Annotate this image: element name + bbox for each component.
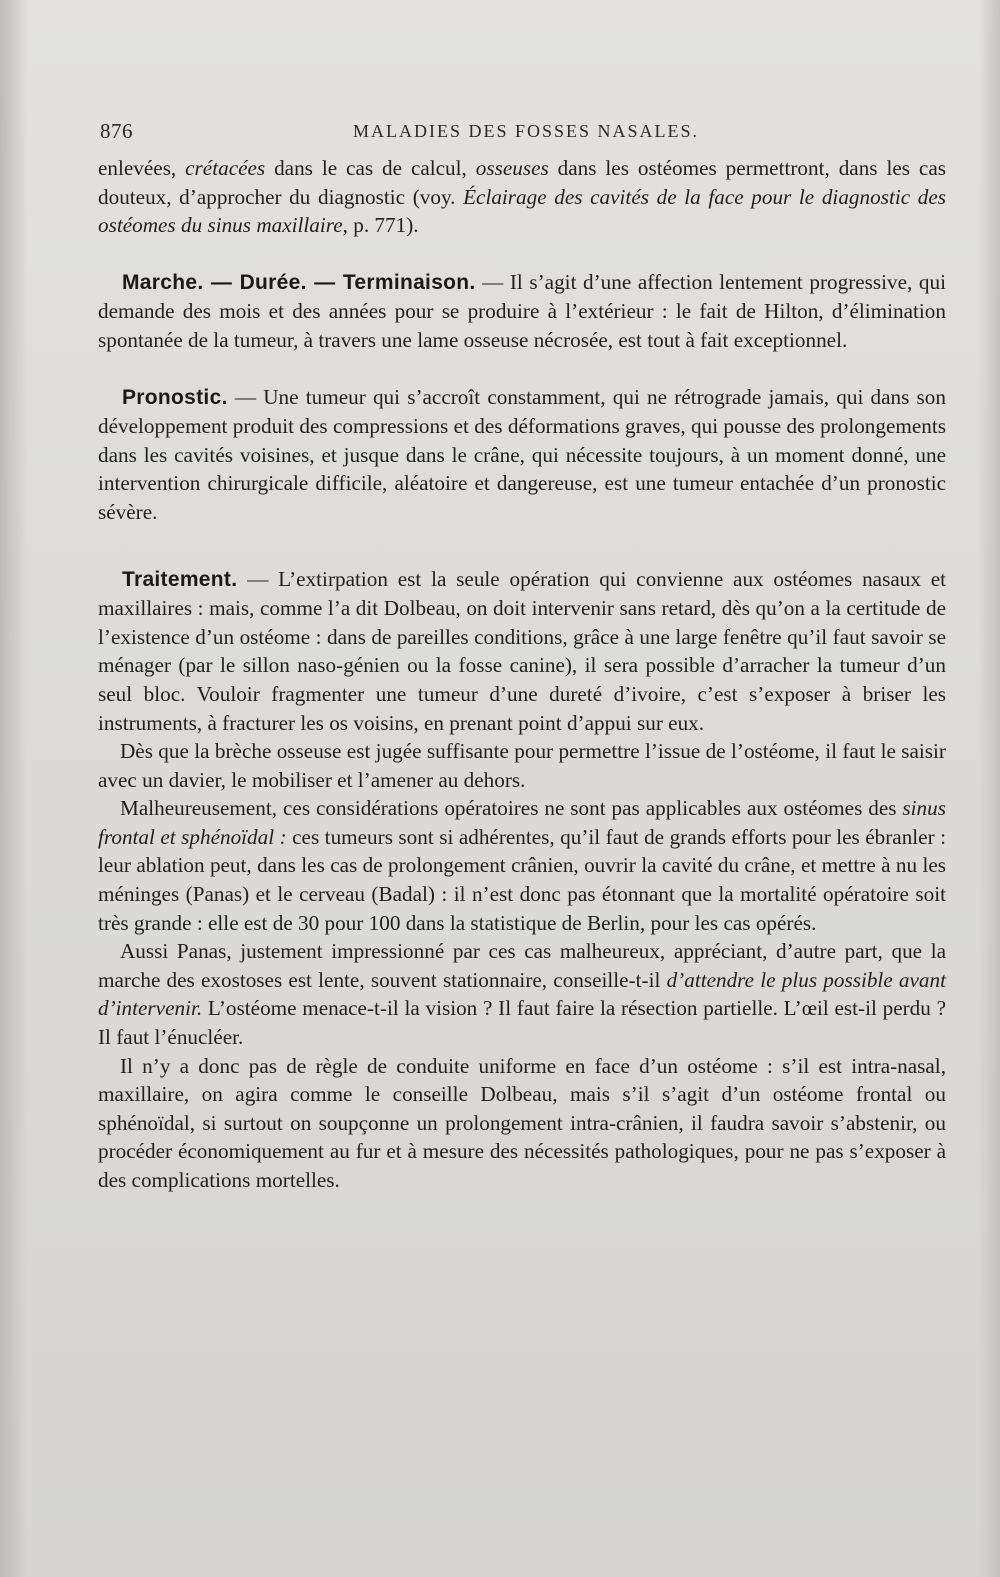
panas-text-1: Aussi Panas, justement impressionné par ces cas malheureux, appréciant, d’autre part, que la marche des exostoses est lente, souvent stationnaire, conseille-t-il	[98, 939, 946, 992]
malheureusement-paragraph	[98, 794, 946, 937]
intro-text-4: , p. 771).	[342, 213, 419, 238]
intro-italic-3: Éclairage des cavités de la face pour le diagnostic des ostéomes du sinus maxillaire	[98, 184, 946, 238]
traitement-paragraph	[98, 565, 946, 738]
pronostic-heading: Pronostic.	[122, 385, 228, 409]
running-title: MALADIES DES FOSSES NASALES.	[352, 121, 700, 141]
pronostic-paragraph	[98, 383, 946, 527]
traitement-heading: Traitement.	[122, 567, 238, 591]
malheureusement-text-2: ces tumeurs sont si adhérentes, qu’il faut de grands efforts pour les ébranler : leur ablation peut, dans les cas de prolongement crânien, ouvrir la cavité du crâne, et mettre à nu les méninges (Panas) et le cerveau (Badal) : il n’est donc pas étonnant que la mortalité opératoire soit très grande : elle est de 30 pour 100 dans la statistique de Berlin, pour les cas opérés.	[98, 824, 947, 935]
intro-paragraph	[98, 154, 946, 240]
panas-text-2: L’ostéome menace-t-il la vision ? Il faut faire la résection partielle. L’œil est-il perdu ? Il faut l’énucléer.	[98, 996, 946, 1050]
conclusion-paragraph: Il n’y a donc pas de règle de conduite uniforme en face d’un ostéome : s’il est intra-nasal, maxillaire, on agira comme le conseille Dolbeau, mais s’il s’agit d’un ostéome frontal ou sphénoïdal, si surtout on soupçonne un prolongement intra-crânien, il faudra savoir s’abstenir, ou procéder économiquement au fur et à mesure des nécessités pathologiques, pour ne pas s’exposer à des complications mortelles.	[98, 1053, 946, 1192]
panas-italic: d’attendre le plus possible avant d’intervenir.	[98, 967, 946, 1021]
intro-italic-1: crétacées	[185, 156, 266, 180]
malheureusement-text-1: Malheureusement, ces considérations opératoires ne sont pas applicables aux ostéomes des	[120, 796, 903, 821]
marche-paragraph	[98, 268, 946, 355]
page-body	[98, 154, 946, 1195]
marche-heading: Marche. — Durée. — Terminaison.	[122, 270, 476, 294]
intro-italic-2: osseuses	[475, 156, 549, 180]
pronostic-text: — Une tumeur qui s’accroît constamment, qui ne rétrograde jamais, qui dans son développement produit des compressions et des déformations graves, qui pousse des prolongements dans les cavités voisines, et jusque dans le crâne, qui nécessite toujours, à un moment donné, une intervention chirurgicale difficile, aléatoire et dangereuse, est une tumeur entachée d’un pronostic sévère.	[98, 384, 946, 524]
page-header	[100, 119, 952, 145]
page-number: 876	[100, 119, 133, 143]
panas-paragraph	[98, 937, 946, 1051]
marche-text: — Il s’agit d’une affection lentement progressive, qui demande des mois et des années pour se produire à l’extérieur : le fait de Hilton, d’élimination spontanée de la tumeur, à travers une lame osseuse nécrosée, est tout à fait exceptionnel.	[98, 269, 946, 352]
traitement-text: — L’extirpation est la seule opération qui convienne aux ostéomes nasaux et maxillaires : mais, comme l’a dit Dolbeau, on doit intervenir sans retard, dès qu’on a la certitude de l’existence d’un ostéome : dans de pareilles conditions, grâce à une large fenêtre qu’il faut savoir se ménager (par le sillon naso-génien ou la fosse canine), il sera possible d’arracher la tumeur d’un seul bloc. Vouloir fragmenter une tumeur d’une dureté d’ivoire, c’est s’exposer à briser les instruments, à fracturer les os voisins, en prenant point d’appui sur eux.	[98, 566, 946, 735]
intro-text-2: dans le cas de calcul,	[265, 156, 476, 180]
malheureusement-italic: sinus frontal et sphénoïdal :	[98, 796, 946, 849]
intro-text-1: enlevées,	[98, 156, 186, 180]
breche-paragraph: Dès que la brèche osseuse est jugée suffisante pour permettre l’issue de l’ostéome, il faut le saisir avec un davier, le mobiliser et l’amener au dehors.	[98, 739, 946, 792]
intro-text-3: dans les ostéomes permettront, dans les cas douteux, d’approcher du diagnostic (voy.	[98, 156, 946, 209]
